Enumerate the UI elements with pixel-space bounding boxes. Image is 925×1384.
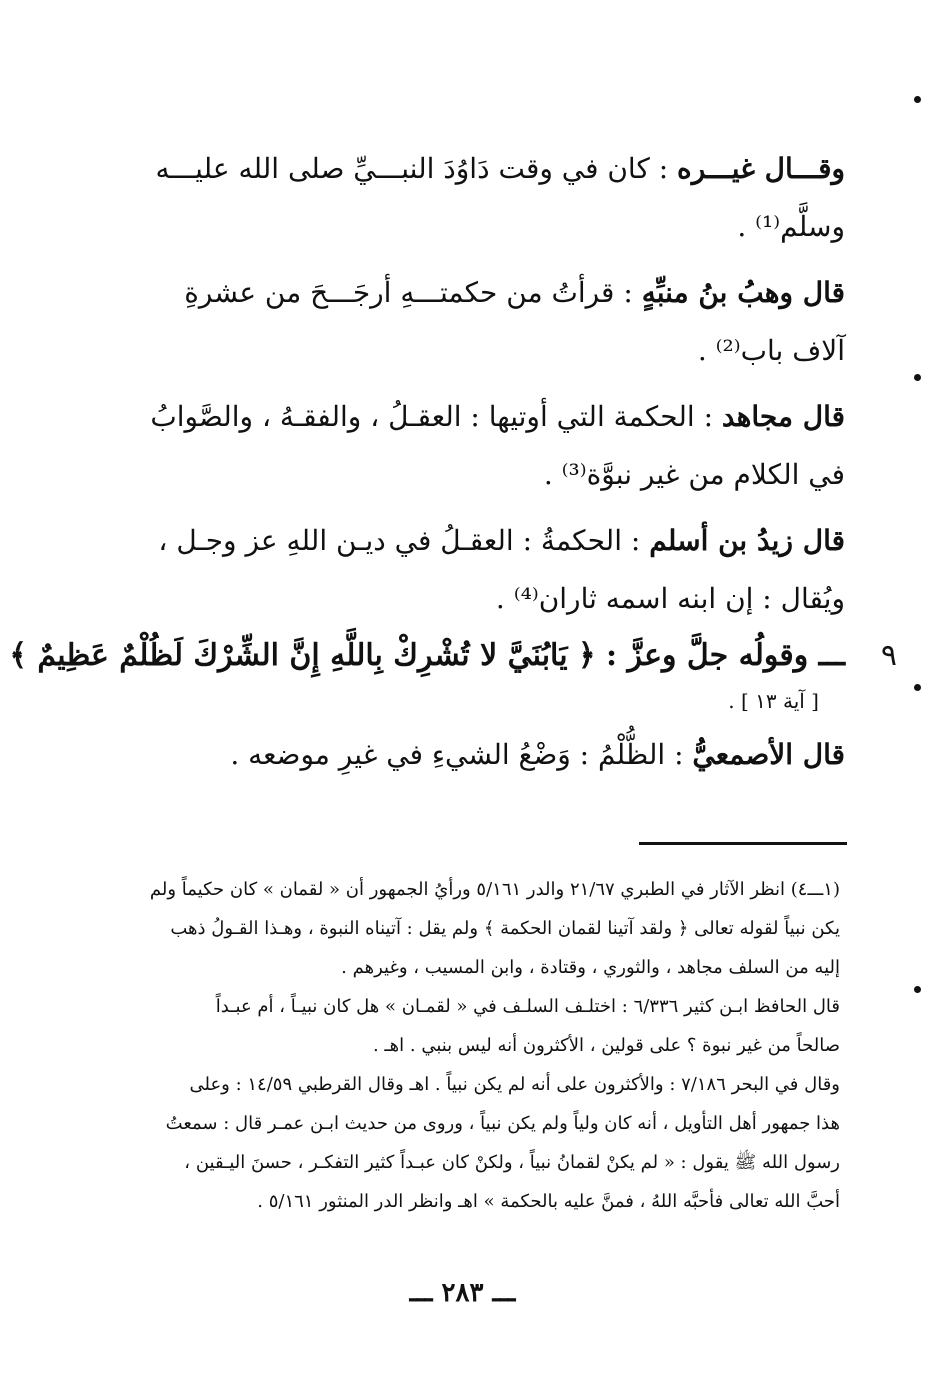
entry-number: ٩ — [880, 638, 897, 673]
footnote-line: قال الحافظ ابـن كثير ٦/٣٣٦ : اختلـف السلـف في « لقمـان » هل كان نبيـاً ، أم عبـداً — [215, 996, 840, 1017]
footnote-line: وقال في البحر ٧/١٨٦ : والأكثرون على أنه لم يكن نبياً . اهـ وقال القرطبي ١٤/٥٩ : وعلى — [189, 1074, 840, 1095]
margin-mark — [914, 374, 921, 381]
text-line: : كان في وقت دَاوُدَ النبـــيِّ صلى الله عليـــه — [155, 152, 678, 185]
footnote-line: يكن نبياً لقوله تعالى ﴿ ولقد آتينا لقمان الحكمة ﴾ ولم يقل : آتيناه النبوة ، وهـذا القـولُ ذهب — [170, 918, 840, 939]
speaker-name: وقـــال غيـــره — [677, 152, 845, 185]
footnotes — [80, 870, 840, 1221]
paragraph-1 — [105, 140, 845, 256]
footnote-separator — [639, 842, 847, 845]
paragraph-2 — [105, 264, 845, 380]
text-line: : الظُّلْمُ : وَضْعُ الشيءِ في غيرِ موضعه . — [230, 738, 693, 771]
text-line: : قرأتُ من حكمتـــهِ أرجَـــحَ من عشرةِ — [184, 276, 642, 309]
text-line: وسلَّم⁽¹⁾ . — [737, 210, 845, 243]
margin-mark — [914, 96, 921, 103]
text-line: في الكلام من غير نبوَّة⁽³⁾ . — [543, 458, 845, 491]
text-line: : الحكمة التي أوتيها : العقـلُ ، والفقـهُ ، والصَّوابُ — [150, 400, 722, 433]
paragraph-6 — [105, 726, 845, 784]
speaker-name: قال زيدُ بن أسلم — [649, 524, 845, 557]
paragraph-4 — [105, 512, 845, 628]
footnote-line: صالحاً من غير نبوة ؟ على قولين ، الأكثرون أنه ليس بنبي . اهـ . — [372, 1035, 840, 1056]
text-line: : الحكمةُ : العقـلُ في ديـن اللهِ عز وجـل ، — [158, 524, 650, 557]
speaker-name: قال وهبُ بنُ منبِّهٍ — [641, 276, 845, 309]
footnote-line: (١ـــ٤) انظر الآثار في الطبري ٢١/٦٧ والدر ٥/١٦١ ورأيُ الجمهور أن « لقمان » كان حكيماً ولم — [149, 879, 840, 900]
verse-reference: [ آية ١٣ ] . — [728, 689, 819, 713]
margin-mark — [914, 986, 921, 993]
footnote-line: هذا جمهور أهل التأويل ، أنه كان ولياً ولم يكن نبياً ، وروى من حديث ابـن عمـر قال : سمعتُ — [165, 1113, 840, 1134]
footnote-line: إليه من السلف مجاهد ، والثوري ، وقتادة ، وابن المسيب ، وغيرهم . — [341, 957, 840, 978]
paragraph-3 — [105, 388, 845, 504]
footnote-line: رسول الله ﷺ يقول : « لم يكنْ لقمانُ نبياً ، ولكنْ كان عبـداً كثير التفكـر ، حسنَ اليـقين ، — [184, 1152, 840, 1173]
text-line: ويُقال : إن ابنه اسمه ثاران⁽⁴⁾ . — [495, 582, 845, 615]
paragraph-5 — [9, 628, 897, 718]
page-number: ـــ ٢٨٣ ـــ — [409, 1278, 516, 1308]
footnote-line: أحبَّ الله تعالى فأحبَّه اللهُ ، فمنَّ عليه بالحكمة » اهـ وانظر الدر المنثور ٥/١٦١ . — [257, 1191, 840, 1212]
quran-verse: ـــ وقولُه جلَّ وعزَّ : ﴿ يَابُنَيَّ لا تُشْرِكْ بِاللَّهِ إِنَّ الشِّرْكَ لَظُلْمٌ عَظِيمٌ ﴾ — [9, 638, 845, 673]
margin-mark — [914, 684, 921, 691]
speaker-name: قال الأصمعيُّ — [692, 738, 845, 771]
text-line: آلاف باب⁽²⁾ . — [697, 334, 845, 367]
main-text — [9, 140, 897, 784]
speaker-name: قال مجاهد — [721, 400, 845, 433]
